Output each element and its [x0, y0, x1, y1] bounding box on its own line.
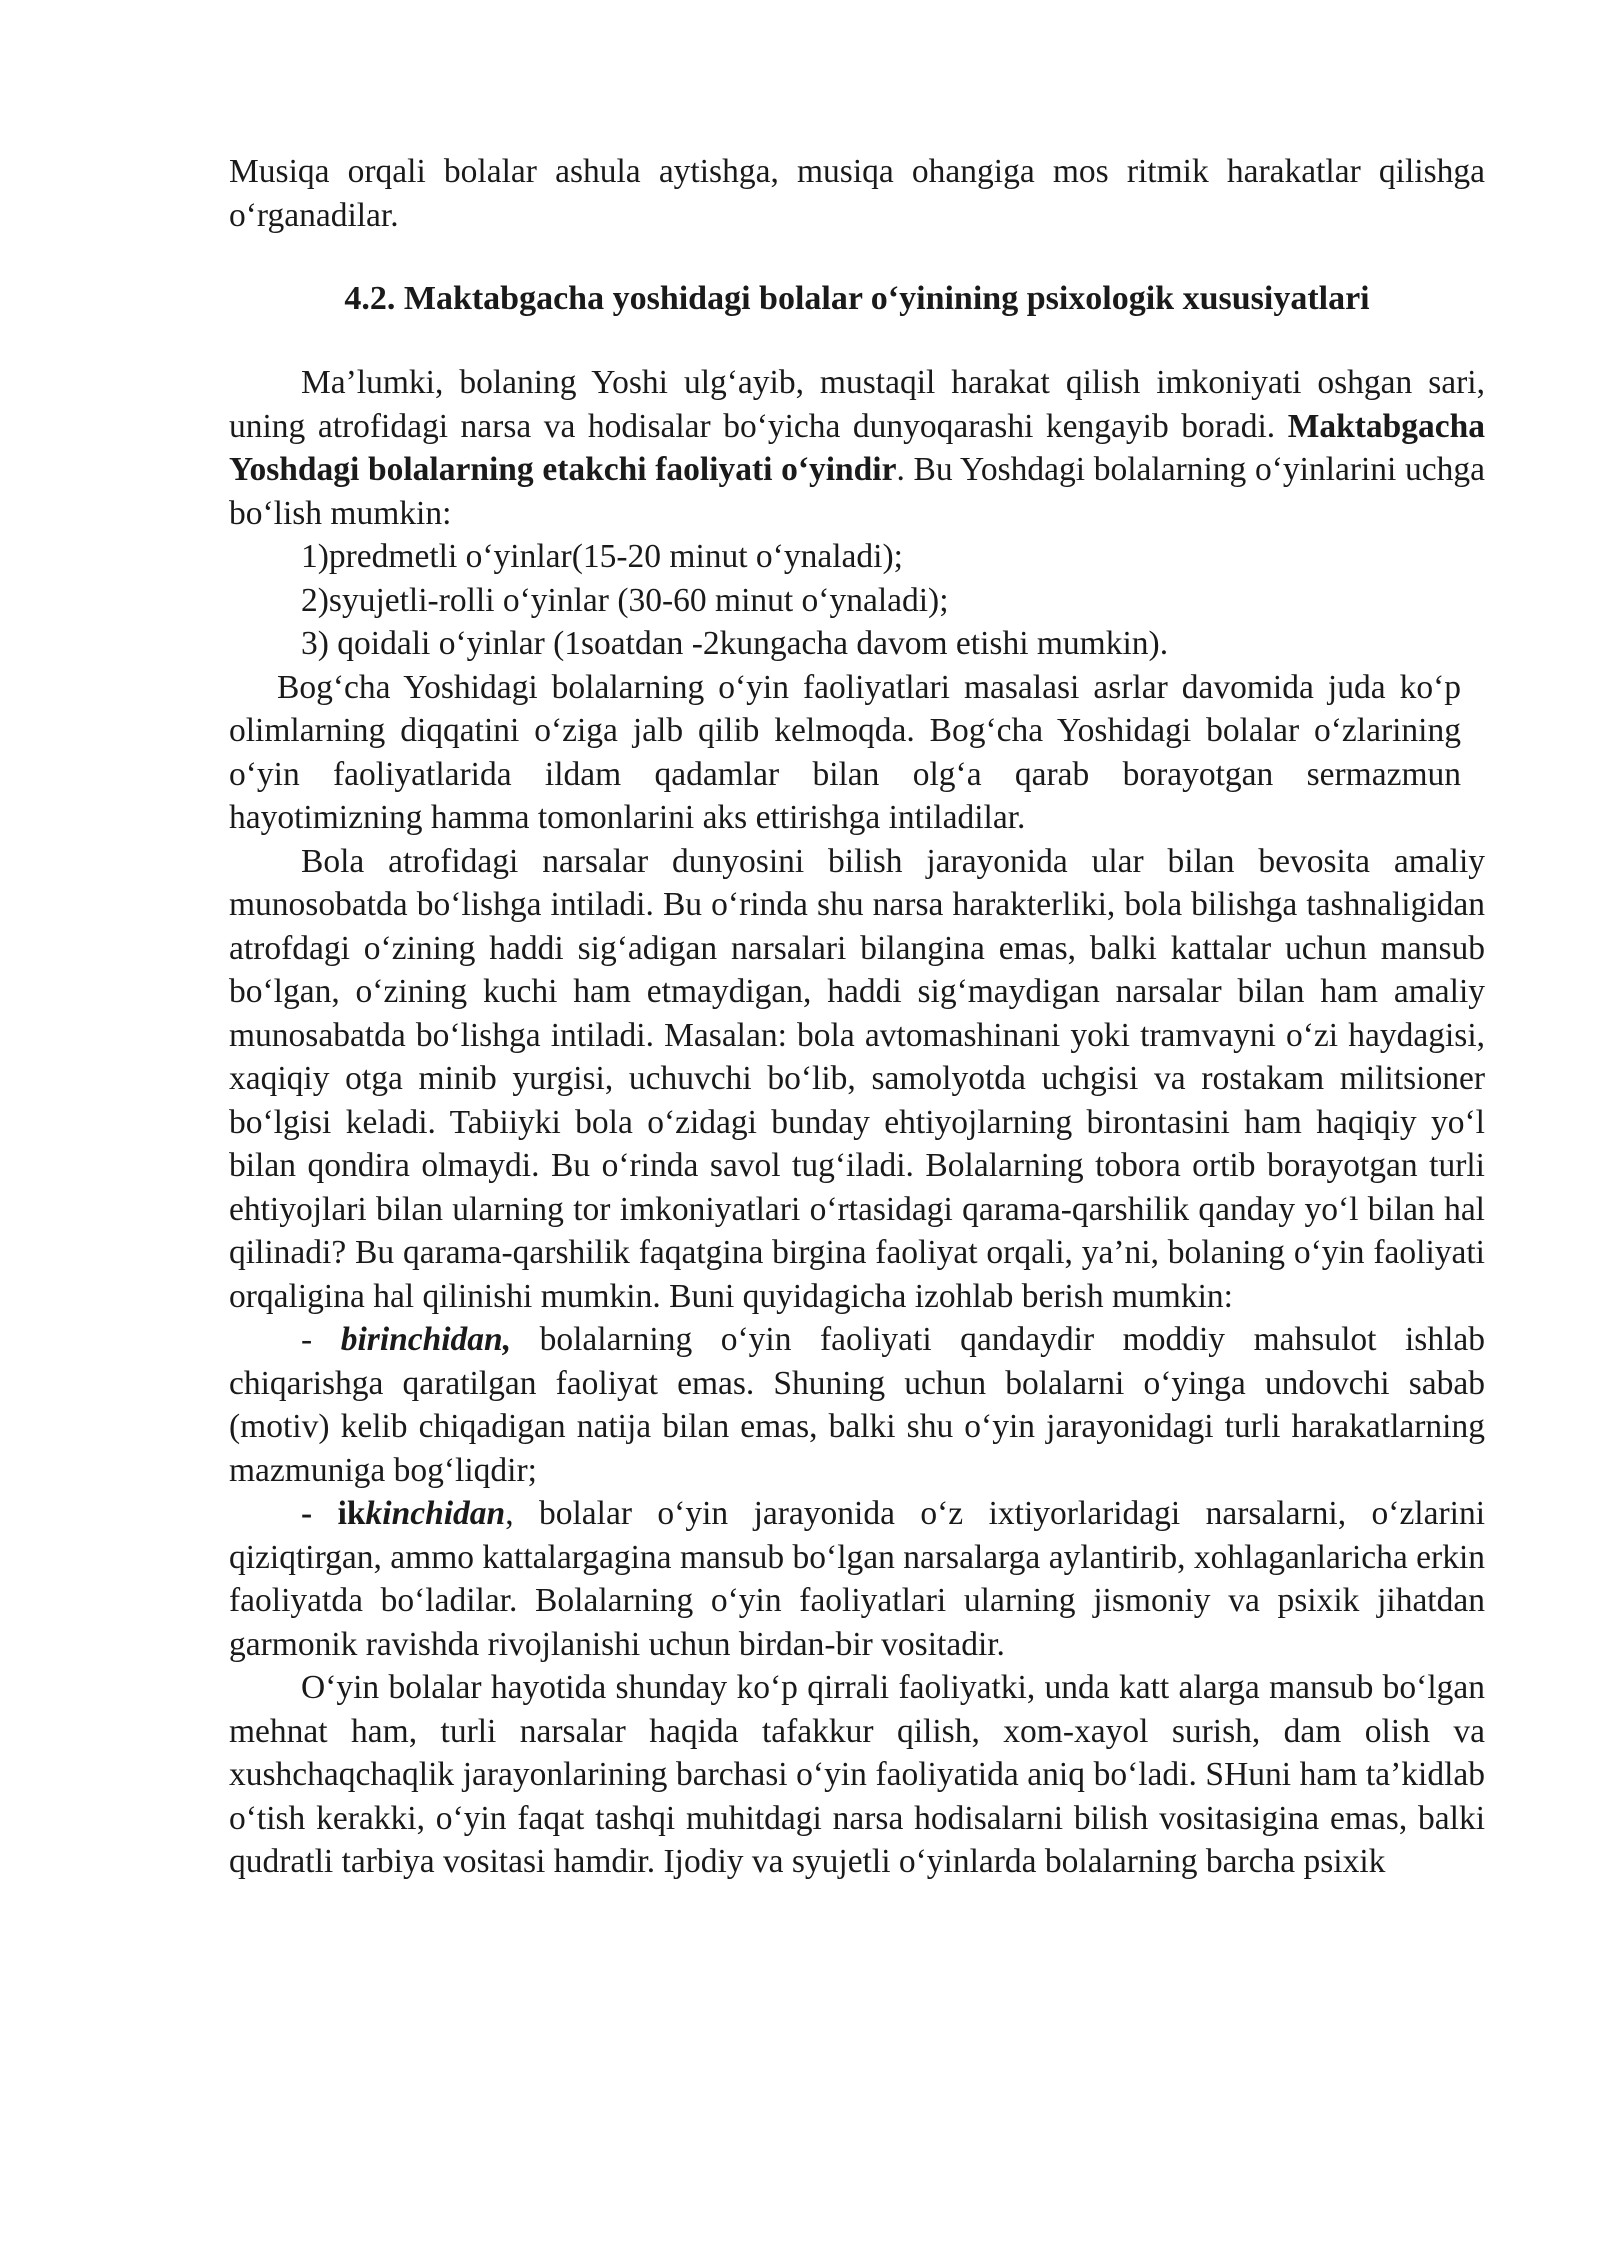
point-keyword: kinchidan: [365, 1495, 506, 1532]
document-page: [229, 150, 1485, 1884]
point-second: [229, 1492, 1485, 1666]
list-item: 1)predmetli o‘yinlar(15-20 minut o‘ynaladi);: [301, 538, 903, 575]
point-text: bolalarning o‘yin faoliyati qandaydir moddiy mahsulot ishlab chiqarishga qaratilgan faoliyat emas. Shuning uchun bolalarni o‘yinga undovchi sabab (motiv) kelib chiqadigan natija bilan emas, balki shu o‘yin jarayonidagi turli harakatlarning mazmuniga bog‘liqdir;: [229, 1321, 1485, 1489]
point-text: , bolalar o‘yin jarayonida o‘z ixtiyorlaridagi narsalarni, o‘zlarini qiziqtirgan, ammo kattalargagina mansub bo‘lgan narsalarga aylantirib, xohlaganlaricha erkin faoliyatda bo‘ladilar. Bolalarning o‘yin faoliyatlari ularning jismoniy va psixik jihatdan garmonik ravishda rivojlanishi uchun birdan-bir vositadir.: [229, 1495, 1486, 1663]
list-item: 3) qoidali o‘yinlar (1soatdan -2kungacha davom etishi mumkin).: [301, 625, 1169, 662]
paragraph-text: . Bu Yoshdagi bolalarning o‘yinlarini uchga bo‘lish mumkin:: [229, 451, 1485, 532]
point-keyword-prefix: ik: [337, 1495, 366, 1532]
section-title: 4.2. Maktabgacha yoshidagi bolalar o‘yinining psixologik xususiyatlari: [344, 280, 1370, 317]
point-dash: -: [301, 1321, 341, 1358]
point-dash: -: [301, 1495, 338, 1532]
paragraph-play-multifaceted: O‘yin bolalar hayotida shunday ko‘p qirrali faoliyatki, unda katt alarga mansub bo‘lgan mehnat ham, turli narsalar haqida tafakkur qilish, xom-xayol surish, dam olish va xushchaqchaqlik jarayonlarining barchasi o‘yin faoliyatida aniq bo‘ladi. SHuni ham ta’kidlab o‘tish kerakki, o‘yin faqat tashqi muhitdagi narsa hodisalarni bilish vositasigina emas, balki qudratli tarbiya vositasi hamdir. Ijodiy va syujetli o‘yinlarda bolalarning barcha psixik: [229, 1669, 1485, 1880]
paragraph-text: Ma’lumki, bolaning Yoshi ulg‘ayib, mustaqil harakat qilish imkoniyati oshgan sari, uning atrofidagi narsa va hodisalar bo‘yicha dunyoqarashi kengayib boradi.: [229, 364, 1485, 445]
intro-paragraph: Musiqa orqali bolalar ashula aytishga, musiqa ohangiga mos ritmik harakatlar qilishga o‘rganadilar.: [229, 153, 1485, 234]
paragraph-kindergarten-play: Bog‘cha Yoshidagi bolalarning o‘yin faoliyatlari masalasi asrlar davomida juda ko‘p olimlarning diqqatini o‘ziga jalb qilib kelmoqda. Bog‘cha Yoshidagi bolalar o‘zlarining o‘yin faoliyatlarida ildam qadamlar bilan olg‘a qarab borayotgan sermazmun hayotimizning hamma tomonlarini aks ettirishga intiladilar.: [229, 668, 1461, 836]
paragraph-leading-activity: [229, 361, 1485, 535]
list-item: 2)syujetli-rolli o‘yinlar (30-60 minut o‘ynaladi);: [301, 581, 949, 619]
point-first: [229, 1318, 1485, 1492]
point-keyword: birinchidan,: [340, 1321, 512, 1358]
paragraph-child-world: Bola atrofidagi narsalar dunyosini bilish jarayonida ular bilan bevosita amaliy munosobatda bo‘lishga intiladi. Bu o‘rinda shu narsa harakterliki, bola bilishga tashnaligidan atrofdagi o‘zining haddi sig‘adigan narsalari bilangina emas, balki kattalar uchun mansub bo‘lgan, o‘zining kuchi ham etmaydigan, haddi sig‘maydigan narsalar bilan ham amaliy munosabatda bo‘lishga intiladi. Masalan: bola avtomashinani yoki tramvayni o‘zi haydagisi, xaqiqiy otga minib yurgisi, uchuvchi bo‘lib, samolyotda uchgisi va rostakam militsioner bo‘lgisi keladi. Tabiiyki bola o‘zidagi bunday ehtiyojlarning birontasini ham haqiqiy yo‘l bilan qondira olmaydi. Bu o‘rinda savol tug‘iladi. Bolalarning tobora ortib borayotgan turli ehtiyojlari bilan ularning tor imkoniyatlari o‘rtasidagi qarama-qarshilik qanday yo‘l bilan hal qilinadi? Bu qarama-qarshilik faqatgina birgina faoliyat orqali, ya’ni, bolaning o‘yin faoliyati orqaligina hal qilinishi mumkin. Buni quyidagicha izohlab berish mumkin:: [229, 842, 1485, 1315]
bold-statement: Maktabgacha Yoshdagi bolalarning etakchi faoliyati o‘yindir: [229, 407, 1485, 488]
